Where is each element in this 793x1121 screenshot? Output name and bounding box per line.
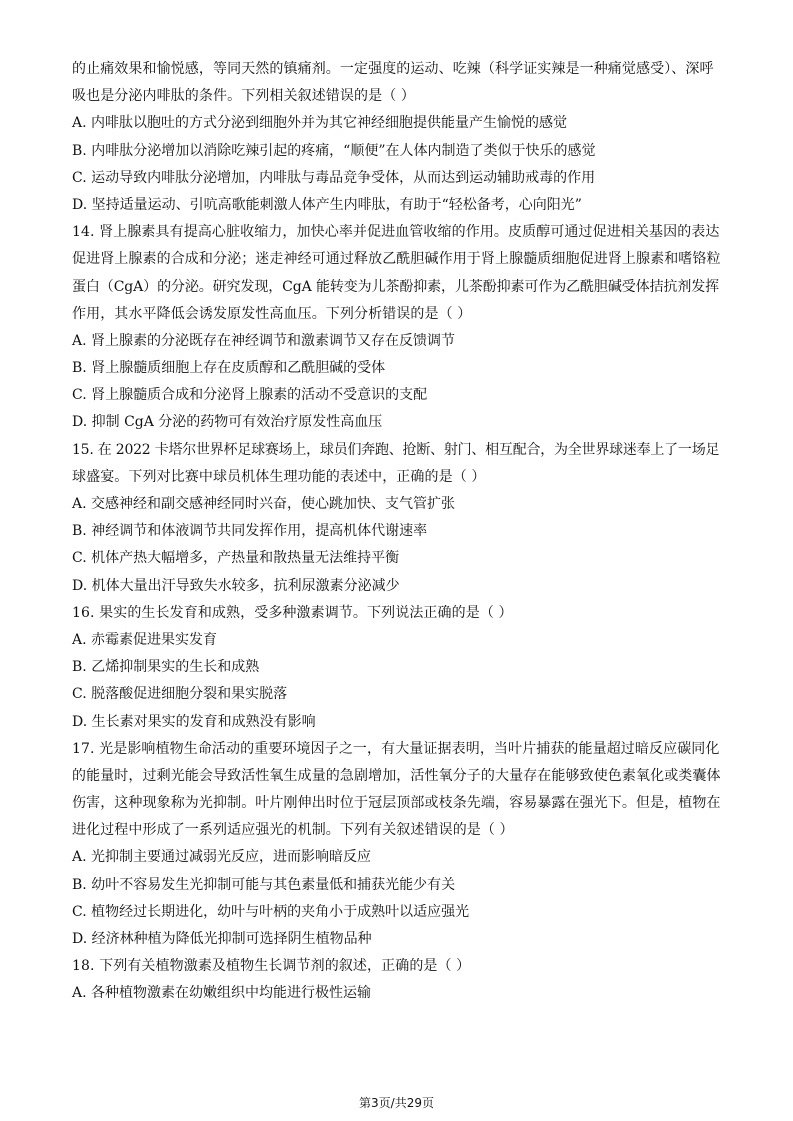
q16-option-b: B. 乙烯抑制果实的生长和成熟 [72,659,260,676]
q15-stem-line-1: 15. 在 2022 卡塔尔世界杯足球赛场上，球员们奔跑、抢断、射门、相互配合，为全世界球迷奉上了一场足 [72,441,720,458]
q18-stem-line-1: 18. 下列有关植物激素及植物生长调节剂的叙述，正确的是（ ） [72,958,471,975]
q14-stem-line-1: 14. 肾上腺素具有提高心脏收缩力，加快心率并促进血管收缩的作用。皮质醇可通过促进相关基因的表达 [72,224,720,241]
q15-option-d: D. 机体大量出汗导致失水较多，抗利尿激素分泌减少 [72,577,400,594]
q17-option-a: A. 光抑制主要通过减弱光反应，进而影响暗反应 [72,849,372,866]
q15-stem-line-2: 球盛宴。下列对比赛中球员机体生理功能的表述中，正确的是（ ） [72,468,486,485]
q17-option-d: D. 经济林种植为降低光抑制可选择阴生植物品种 [72,931,372,947]
q15-option-b: B. 神经调节和体液调节共同发挥作用，提高机体代谢速率 [72,523,428,540]
q14-stem-line-2: 促进肾上腺素的合成和分泌；迷走神经可通过释放乙酰胆碱作用于肾上腺髓质细胞促进肾上腺素和嗜铬粒 [72,251,721,268]
q13-stem-line-1: 的止痛效果和愉悦感，等同天然的镇痛剂。一定强度的运动、吃辣（科学证实辣是一种痛觉感受）、深呼 [72,61,714,77]
q13-stem-line-2: 吸也是分泌内啡肽的条件。下列相关叙述错误的是（ ） [72,88,415,105]
q17-stem-line-4: 进化过程中形成了一系列适应强光的机制。下列有关叙述错误的是（ ） [72,822,514,839]
q17-option-b: B. 幼叶不容易发生光抑制可能与其色素量低和捕获光能少有关 [72,876,456,893]
page-number-footer: 第3页/共29页 [359,1096,434,1110]
document-page [72,56,724,1008]
q14-option-a: A. 肾上腺素的分泌既存在神经调节和激素调节又存在反馈调节 [72,332,456,349]
q14-option-b: B. 肾上腺髓质细胞上存在皮质醇和乙酰胆碱的受体 [72,360,386,377]
q16-option-a: A. 赤霉素促进果实发育 [72,631,218,648]
q16-option-d: D. 生长素对果实的发育和成熟没有影响 [72,713,316,730]
q14-stem-line-3: 蛋白（CgA）的分泌。研究发现，CgA 能转变为儿茶酚抑素，儿茶酚抑素可作为乙酰胆碱受体拮抗剂发挥 [72,278,720,295]
q14-option-c: C. 肾上腺髓质合成和分泌肾上腺素的活动不受意识的支配 [72,387,428,404]
q17-option-c: C. 植物经过长期进化，幼叶与叶柄的夹角小于成熟叶以适应强光 [72,903,470,920]
q17-stem-line-3: 伤害，这种现象称为光抑制。叶片刚伸出时位于冠层顶部或枝条先端，容易暴露在强光下。但是，植物在 [72,795,721,812]
q13-option-c: C. 运动导致内啡肽分泌增加，内啡肽与毒品竞争受体，从而达到运动辅助戒毒的作用 [72,169,596,186]
q15-option-c: C. 机体产热大幅增多，产热量和散热量无法维持平衡 [72,550,400,567]
q14-option-d: D. 抑制 CgA 分泌的药物可有效治疗原发性高血压 [72,414,383,431]
q15-option-a: A. 交感神经和副交感神经同时兴奋，使心跳加快、支气管扩张 [72,496,456,512]
q16-stem-line-1: 16. 果实的生长发育和成熟，受多种激素调节。下列说法正确的是（ ） [72,604,513,621]
q13-option-b: B. 内啡肽分泌增加以消除吃辣引起的疼痛，“顺便”在人体内制造了类似于快乐的感觉 [72,142,596,159]
q17-stem-line-1: 17. 光是影响植物生命活动的重要环境因子之一，有大量证据表明，当叶片捕获的能量超过暗反应碳同化 [72,740,720,757]
q17-stem-line-2: 的能量时，过剩光能会导致活性氧生成量的急剧增加，活性氧分子的大量存在能够致使色素氧化或类囊体 [72,767,721,784]
q16-option-c: C. 脱落酸促进细胞分裂和果实脱落 [72,686,288,703]
q14-stem-line-4: 作用，其水平降低会诱发原发性高血压。下列分析错误的是（ ） [72,305,472,322]
q13-option-a: A. 内啡肽以胞吐的方式分泌到细胞外并为其它神经细胞提供能量产生愉悦的感觉 [72,115,568,132]
q18-option-a: A. 各种植物激素在幼嫩组织中均能进行极性运输 [72,985,372,1002]
q13-option-d: D. 坚持适量运动、引吭高歌能刺激人体产生内啡肽，有助于“轻松备考，心向阳光” [72,196,582,213]
